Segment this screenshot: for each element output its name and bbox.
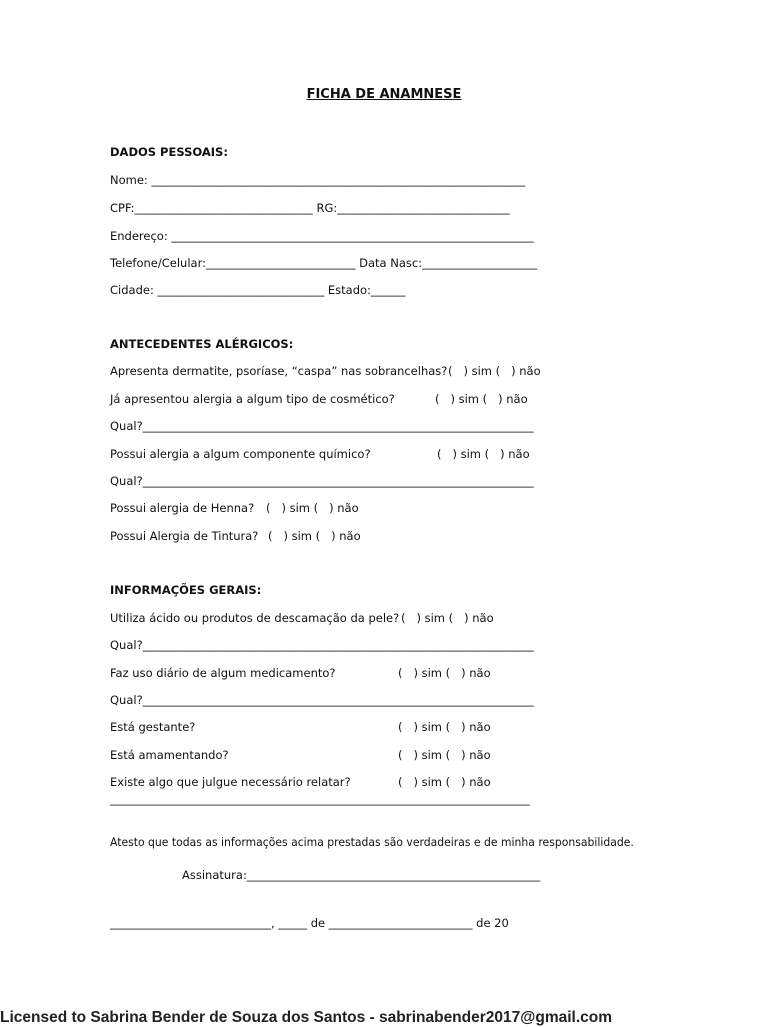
- field-qual-cosmetico[interactable]: Qual?____________________________________________________________________: [110, 419, 534, 433]
- field-cidade-estado[interactable]: Cidade: _____________________________ Estado:______: [110, 283, 406, 297]
- question-tintura: Possui Alergia de Tintura?: [110, 529, 259, 543]
- checkbox-relatar[interactable]: ( ) sim ( ) não: [398, 775, 491, 789]
- checkbox-cosmetico[interactable]: ( ) sim ( ) não: [435, 392, 528, 406]
- checkbox-medicamento[interactable]: ( ) sim ( ) não: [398, 666, 491, 680]
- section-heading-general: INFORMAÇÕES GERAIS:: [110, 583, 262, 597]
- checkbox-henna[interactable]: ( ) sim ( ) não: [266, 501, 359, 515]
- license-footer: Licensed to Sabrina Bender de Souza dos Santos - sabrinabender2017@gmail.com: [0, 1009, 613, 1026]
- signature-field[interactable]: Assinatura:___________________________________________________: [182, 868, 541, 882]
- checkbox-acido[interactable]: ( ) sim ( ) não: [401, 611, 494, 625]
- field-cpf-rg[interactable]: CPF:_______________________________ RG:______________________________: [110, 201, 510, 215]
- checkbox-quimico[interactable]: ( ) sim ( ) não: [437, 447, 530, 461]
- field-nome[interactable]: Nome: _________________________________________________________________: [110, 173, 526, 187]
- field-qual-acido[interactable]: Qual?____________________________________________________________________: [110, 638, 534, 652]
- field-qual-medicamento[interactable]: Qual?____________________________________________________________________: [110, 693, 534, 707]
- field-telefone-nasc[interactable]: Telefone/Celular:__________________________ Data Nasc:____________________: [110, 256, 538, 270]
- question-quimico: Possui alergia a algum componente químico?: [110, 447, 371, 461]
- field-qual-quimico[interactable]: Qual?____________________________________________________________________: [110, 474, 534, 488]
- question-medicamento: Faz uso diário de algum medicamento?: [110, 666, 336, 680]
- checkbox-amamentando[interactable]: ( ) sim ( ) não: [398, 748, 491, 762]
- question-acido: Utiliza ácido ou produtos de descamação da pele?: [110, 611, 400, 625]
- checkbox-gestante[interactable]: ( ) sim ( ) não: [398, 720, 491, 734]
- question-amamentando: Está amamentando?: [110, 748, 229, 762]
- page-title: FICHA DE ANAMNESE: [306, 87, 462, 102]
- question-cosmetico: Já apresentou alergia a algum tipo de cosmético?: [110, 392, 395, 406]
- checkbox-tintura[interactable]: ( ) sim ( ) não: [268, 529, 361, 543]
- question-dermatite: Apresenta dermatite, psoríase, “caspa” nas sobrancelhas?: [110, 364, 448, 378]
- question-relatar: Existe algo que julgue necessário relatar?: [110, 775, 351, 789]
- date-line[interactable]: ____________________________, _____ de _________________________ de 20: [110, 916, 509, 930]
- question-henna: Possui alergia de Henna?: [110, 501, 255, 515]
- field-endereco[interactable]: Endereço: _______________________________________________________________: [110, 229, 534, 243]
- declaration-text: Atesto que todas as informações acima prestadas são verdadeiras e de minha responsabilidade.: [110, 835, 634, 849]
- field-relatar-line[interactable]: _________________________________________________________________________: [110, 792, 530, 806]
- checkbox-dermatite[interactable]: ( ) sim ( ) não: [448, 364, 541, 378]
- section-heading-personal: DADOS PESSOAIS:: [110, 145, 228, 159]
- section-heading-allergies: ANTECEDENTES ALÉRGICOS:: [110, 337, 294, 351]
- question-gestante: Está gestante?: [110, 720, 196, 734]
